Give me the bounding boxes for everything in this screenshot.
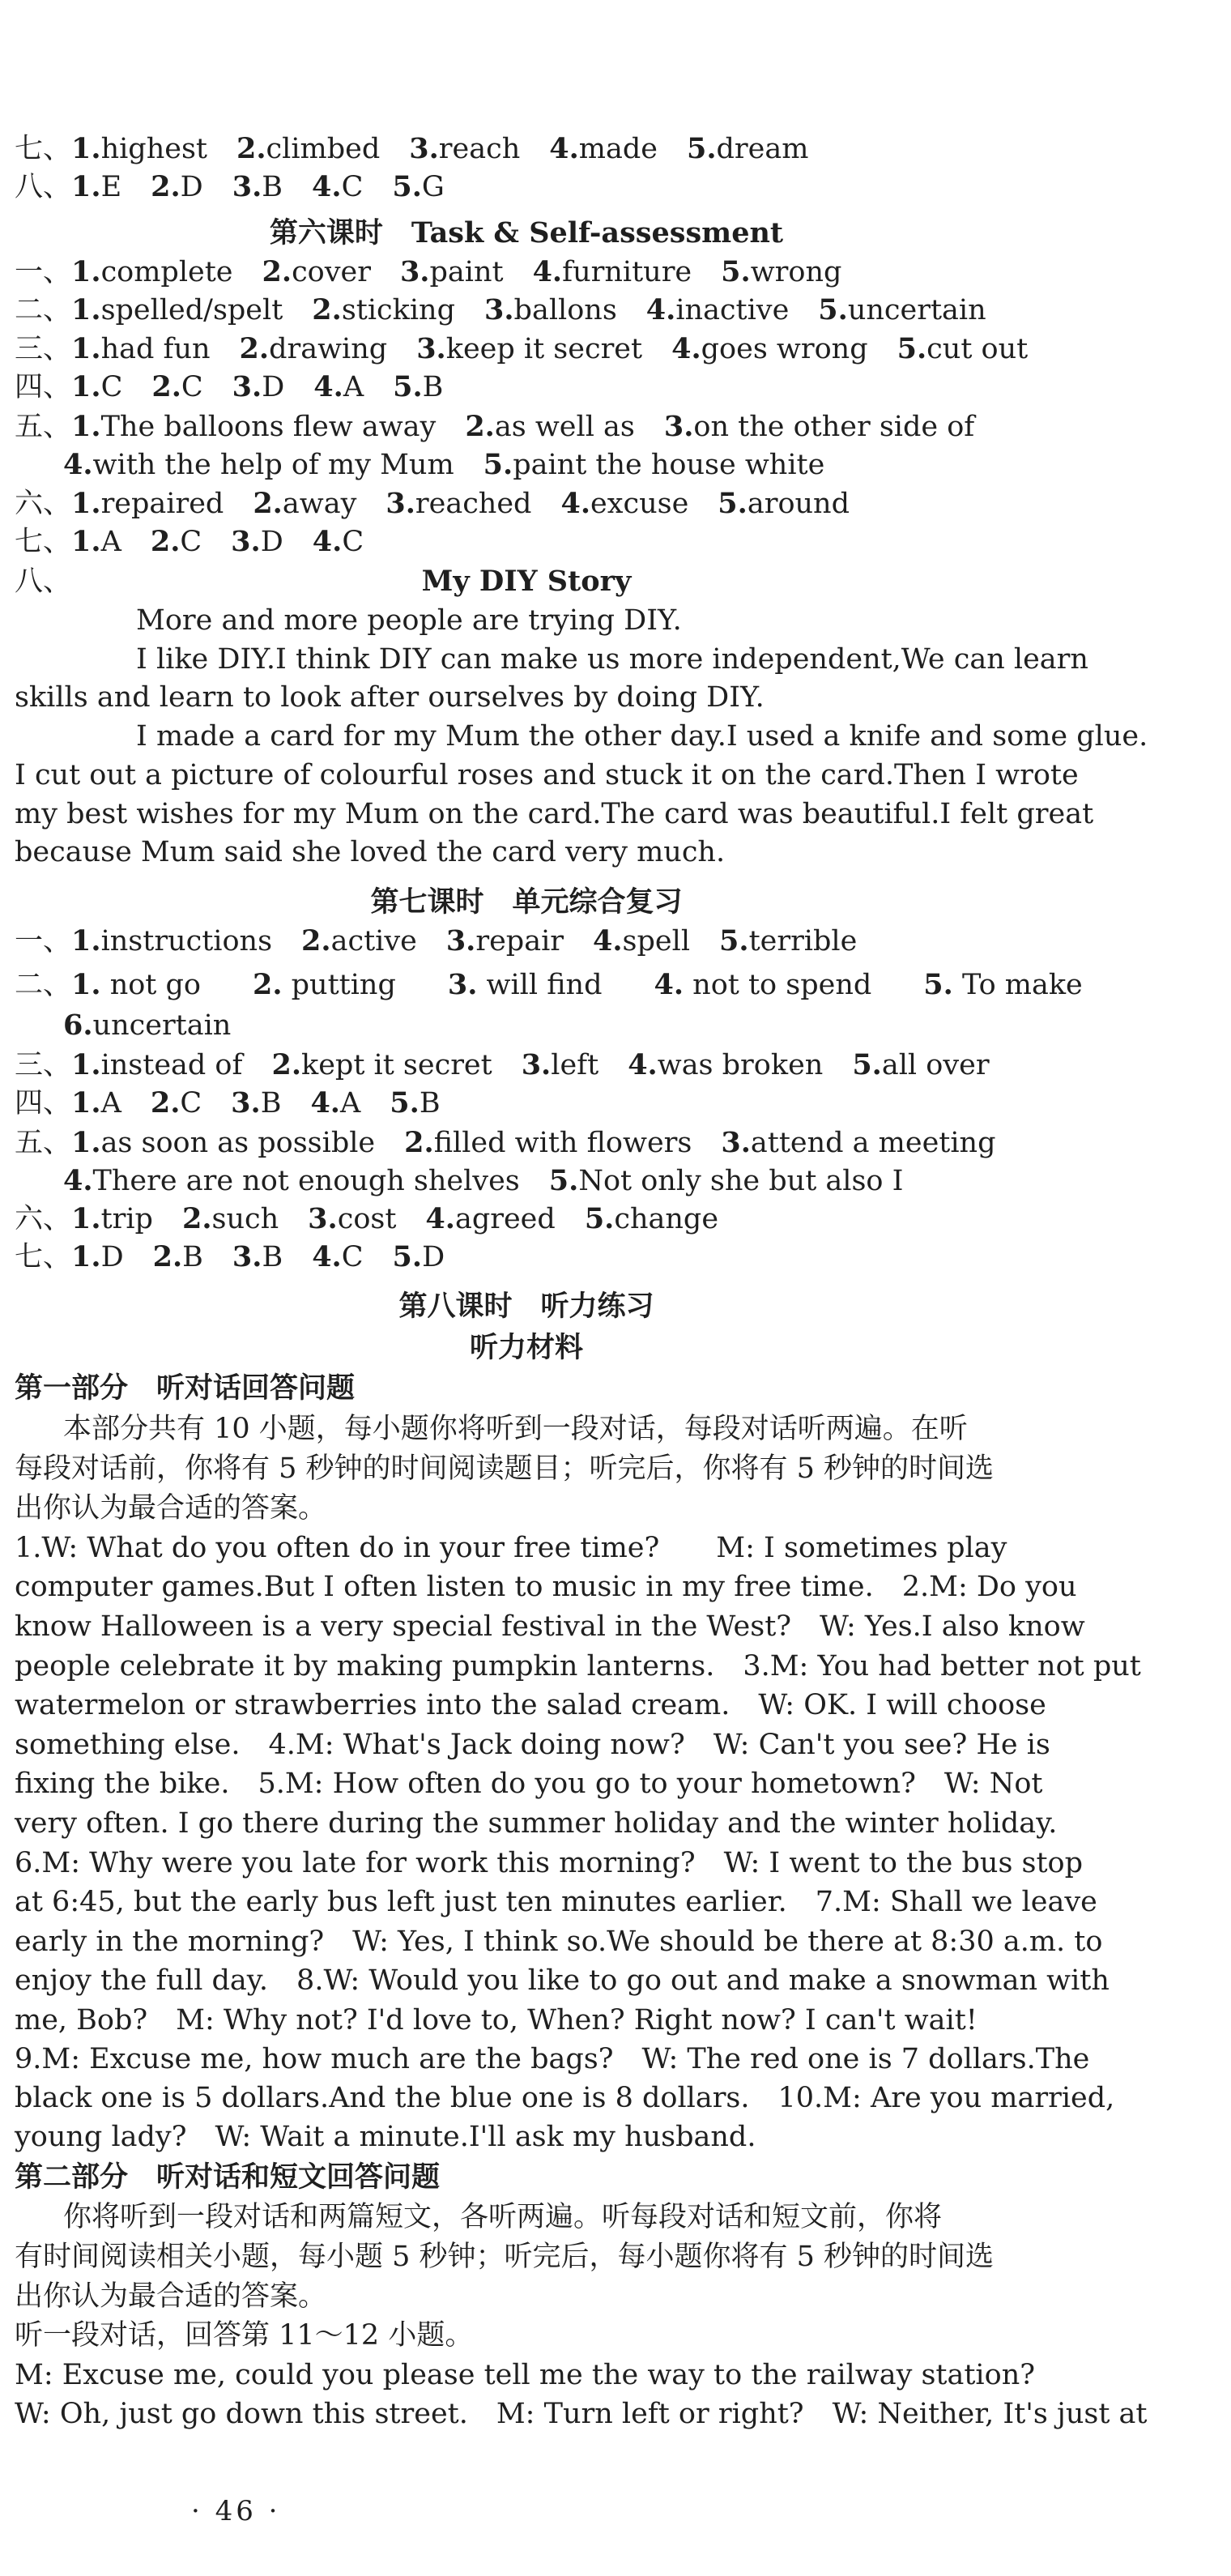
lesson8-title: 第八课时 听力练习 [398, 1290, 654, 1323]
story-title: My DIY Story [421, 565, 632, 598]
lesson6-title: 第六课时 Task & Self-assessment [269, 216, 784, 249]
transcript-line: me, Bob? M: Why not? I'd love to, When? Right now? I can't wait! [15, 2004, 978, 2036]
page-number: · 46 · [191, 2495, 281, 2527]
lesson6-row-7: 七、1.A 2.C 3.D 4.C [15, 525, 364, 558]
lesson6-row-2: 二、1.spelled/spelt 2.sticking 3.ballons 4.inactive 5.uncertain [15, 293, 986, 326]
part2-intro-line: 出你认为最合适的答案。 [15, 2280, 327, 2313]
transcript-line: at 6:45, but the early bus left just ten minutes earlier. 7.M: Shall we leave [15, 1886, 1097, 1918]
transcript-line: something else. 4.M: What's Jack doing now? W: Can't you see? He is [15, 1729, 1050, 1761]
lesson6-row-5: 五、1.The balloons flew away 2.as well as 3.on the other side of [15, 410, 975, 443]
lesson7-row-7: 七、1.D 2.B 3.B 4.C 5.D [15, 1240, 445, 1273]
lesson8-subtitle: 听力材料 [469, 1331, 583, 1364]
lesson6-row-8-label: 八、 [15, 565, 72, 598]
transcript-line: black one is 5 dollars.And the blue one is 8 dollars. 10.M: Are you married, [15, 2082, 1115, 2114]
lesson7-row-6: 六、1.trip 2.such 3.cost 4.agreed 5.change [15, 1202, 719, 1235]
story-paragraph: skills and learn to look after ourselves by doing DIY. [15, 681, 765, 714]
part1-intro-line: 每段对话前，你将有 5 秒钟的时间阅读题目；听完后，你将有 5 秒钟的时间选 [15, 1452, 995, 1485]
story-paragraph: because Mum said she loved the card very much. [15, 836, 726, 868]
lesson7-row-1: 一、1.instructions 2.active 3.repair 4.spell 5.terrible [15, 924, 858, 957]
lesson6-row-4: 四、1.C 2.C 3.D 4.A 5.B [15, 370, 444, 403]
transcript-line: 9.M: Excuse me, how much are the bags? W: The red one is 7 dollars.The [15, 2043, 1090, 2075]
transcript-line: 听一段对话，回答第 11～12 小题。 [15, 2319, 474, 2352]
transcript-line: 6.M: Why were you late for work this morning? W: I went to the bus stop [15, 1847, 1084, 1879]
part1-heading: 第一部分 听对话回答问题 [15, 1371, 356, 1405]
lesson7-row-2-cont: 6.uncertain [63, 1009, 232, 1042]
transcript-line: W: Oh, just go down this street. M: Turn left or right? W: Neither, It's just at [15, 2398, 1148, 2430]
lesson7-row-4: 四、1.A 2.C 3.B 4.A 5.B [15, 1086, 441, 1120]
lesson6-row-5-cont: 4.with the help of my Mum 5.paint the house white [63, 448, 825, 481]
lesson6-row-6: 六、1.repaired 2.away 3.reached 4.excuse 5.around [15, 487, 850, 520]
lesson7-title: 第七课时 单元综合复习 [370, 885, 683, 919]
part1-intro-line: 本部分共有 10 小题，每小题你将听到一段对话，每段对话听两遍。在听 [63, 1413, 968, 1445]
story-paragraph: More and more people are trying DIY. [136, 604, 682, 637]
part2-heading: 第二部分 听对话和短文回答问题 [15, 2160, 441, 2194]
story-paragraph: I made a card for my Mum the other day.I used a knife and some glue. [136, 720, 1148, 753]
transcript-line: know Halloween is a very special festival in the West? W: Yes.I also know [15, 1610, 1085, 1643]
transcript-line: early in the morning? W: Yes, I think so.We should be there at 8:30 a.m. to [15, 1926, 1103, 1958]
lesson6-row-1: 一、1.complete 2.cover 3.paint 4.furniture 5.wrong [15, 255, 842, 288]
story-paragraph: I like DIY.I think DIY can make us more independent,We can learn [136, 643, 1088, 676]
transcript-line: young lady? W: Wait a minute.I'll ask my husband. [15, 2121, 756, 2153]
transcript-line: people celebrate it by making pumpkin lanterns. 3.M: You had better not put [15, 1650, 1141, 1683]
story-paragraph: I cut out a picture of colourful roses and stuck it on the card.Then I wrote [15, 759, 1079, 791]
lesson7-row-2: 二、1. not go 2. putting 3. will find 4. not to spend 5. To make [15, 968, 1083, 1001]
transcript-line: 1.W: What do you often do in your free time? M: I sometimes play [15, 1532, 1007, 1564]
answer-row-s8: 八、1.E 2.D 3.B 4.C 5.G [15, 170, 445, 203]
story-paragraph: my best wishes for my Mum on the card.The card was beautiful.I felt great [15, 798, 1094, 830]
transcript-line: very often. I go there during the summer holiday and the winter holiday. [15, 1807, 1058, 1840]
part1-intro-line: 出你认为最合适的答案。 [15, 1492, 327, 1525]
lesson7-row-5: 五、1.as soon as possible 2.filled with flowers 3.attend a meeting [15, 1126, 996, 1159]
transcript-line: watermelon or strawberries into the salad cream. W: OK. I will choose [15, 1689, 1046, 1721]
transcript-line: enjoy the full day. 8.W: Would you like to go out and make a snowman with [15, 1964, 1110, 1997]
part2-intro-line: 有时间阅读相关小题，每小题 5 秒钟；听完后，每小题你将有 5 秒钟的时间选 [15, 2241, 995, 2273]
lesson6-row-3: 三、1.had fun 2.drawing 3.keep it secret 4.goes wrong 5.cut out [15, 332, 1029, 365]
lesson7-row-3: 三、1.instead of 2.kept it secret 3.left 4.was broken 5.all over [15, 1048, 990, 1081]
answer-row-s7: 七、1.highest 2.climbed 3.reach 4.made 5.dream [15, 132, 809, 165]
lesson7-row-5-cont: 4.There are not enough shelves 5.Not only she but also I [63, 1164, 904, 1197]
part2-intro-line: 你将听到一段对话和两篇短文，各听两遍。听每段对话和短文前，你将 [63, 2201, 943, 2233]
transcript-line: M: Excuse me, could you please tell me the way to the railway station? [15, 2359, 1035, 2391]
transcript-line: computer games.But I often listen to music in my free time. 2.M: Do you [15, 1571, 1077, 1603]
transcript-line: fixing the bike. 5.M: How often do you go to your hometown? W: Not [15, 1768, 1043, 1800]
